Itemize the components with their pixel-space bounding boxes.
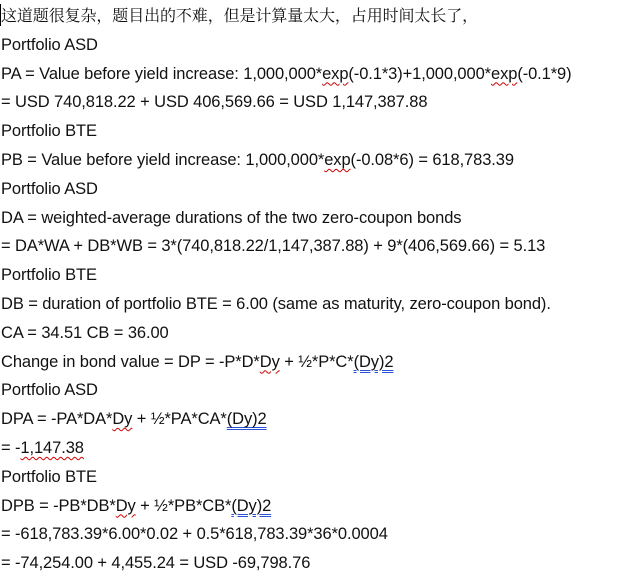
text-line-pa-formula[interactable] (0, 60, 635, 89)
text-run: + ½*P*C* (279, 352, 354, 371)
text-line-dpb-result[interactable] (0, 549, 635, 578)
spellcheck-flagged-text: exp (322, 64, 349, 83)
text-run: Portfolio ASD (1, 179, 98, 198)
text-run: CA = 34.51 CB = 36.00 (1, 323, 169, 342)
text-line-da-calc[interactable] (0, 232, 635, 261)
text-run: (-0.1*3)+1,000,000* (348, 64, 491, 83)
text-run: + ½*PA*CA* (132, 410, 227, 429)
text-run: Portfolio BTE (1, 122, 97, 141)
text-line-dpb-formula[interactable] (0, 492, 635, 521)
text-line-db-def[interactable] (0, 290, 635, 319)
text-run: Change in bond value = DP = -P*D* (1, 352, 260, 371)
text-line-heading-asd-1[interactable] (0, 31, 635, 60)
spellcheck-flagged-text: exp (491, 64, 518, 83)
text-run: (-0.08*6) = 618,783.39 (350, 150, 514, 169)
text-line-dpa-formula[interactable] (0, 405, 635, 434)
text-run: + ½*PB*CB* (135, 496, 232, 515)
text-run: Portfolio ASD (1, 35, 98, 54)
grammar-flagged-text: (Dy)2 (231, 496, 272, 515)
text-line-dpb-calc[interactable] (0, 520, 635, 549)
text-line-da-def[interactable] (0, 204, 635, 233)
spellcheck-flagged-text: Dy (112, 410, 133, 429)
spellcheck-flagged-text: Dy (259, 352, 280, 371)
spellcheck-flagged-text: exp (324, 150, 351, 169)
text-run: Portfolio ASD (1, 381, 98, 400)
text-line-heading-bte-2[interactable] (0, 261, 635, 290)
text-run: = DA*WA + DB*WB = 3*(740,818.22/1,147,387.88) + 9*(406,569.66) = 5.13 (1, 237, 546, 256)
text-line-heading-bte-3[interactable] (0, 463, 635, 492)
text-line-convexity[interactable] (0, 319, 635, 348)
text-line-intro[interactable] (0, 2, 635, 31)
text-run: DA = weighted-average durations of the two zero-coupon bonds (1, 208, 462, 227)
text-run: DPA = -PA*DA* (1, 410, 113, 429)
grammar-flagged-text: (Dy)2 (353, 352, 394, 371)
text-run: (-0.1*9) (517, 64, 572, 83)
text-line-pb-formula[interactable] (0, 146, 635, 175)
grammar-flagged-text: (Dy)2 (226, 410, 267, 429)
text-line-dpa-result[interactable] (0, 434, 635, 463)
text-run: = USD 740,818.22 + USD 406,569.66 = USD 1,147,387.88 (1, 93, 428, 112)
spellcheck-flagged-text: Dy (115, 496, 136, 515)
text-run: DPB = -PB*DB* (1, 496, 116, 515)
text-line-change-formula[interactable] (0, 348, 635, 377)
text-run: Portfolio BTE (1, 266, 97, 285)
text-line-heading-bte-1[interactable] (0, 117, 635, 146)
text-line-pa-result[interactable] (0, 88, 635, 117)
text-line-heading-asd-2[interactable] (0, 175, 635, 204)
text-run: PA = Value before yield increase: 1,000,000* (1, 64, 323, 83)
text-cursor (0, 4, 1, 26)
text-run: PB = Value before yield increase: 1,000,000* (1, 150, 325, 169)
text-run: = -74,254.00 + 4,455.24 = USD -69,798.76 (1, 554, 311, 573)
spellcheck-flagged-text: 1,147.38 (20, 438, 84, 457)
text-run: Portfolio BTE (1, 467, 97, 486)
text-run: DB = duration of portfolio BTE = 6.00 (same as maturity, zero-coupon bond). (1, 294, 551, 313)
text-line-heading-asd-3[interactable] (0, 376, 635, 405)
text-run: 这道题很复杂，题目出的不难，但是计算量太大，占用时间太长了， (1, 6, 479, 25)
text-run: = -618,783.39*6.00*0.02 + 0.5*618,783.39*36*0.0004 (1, 525, 388, 544)
text-run: = - (1, 438, 21, 457)
